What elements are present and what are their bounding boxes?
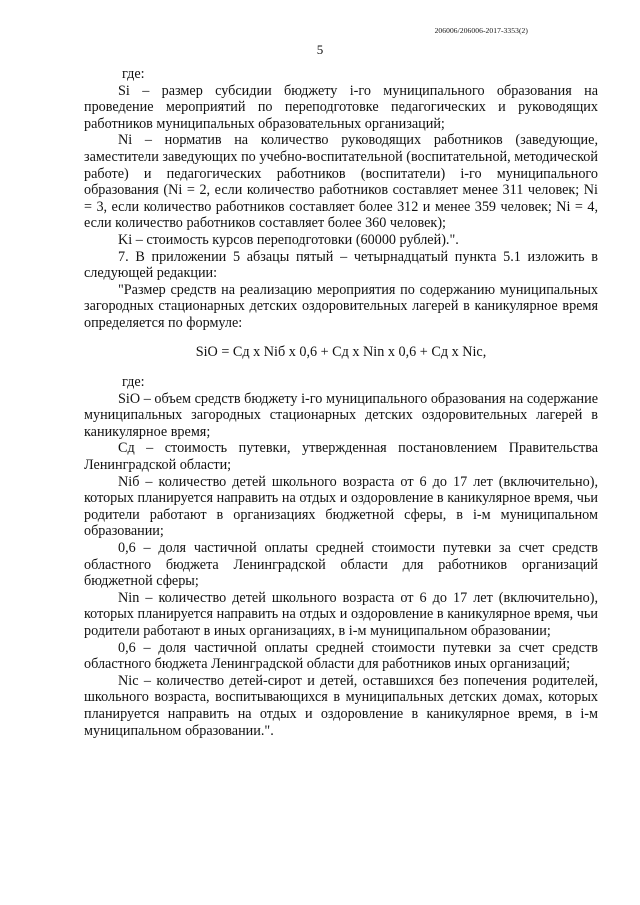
paragraph-ni-definition: Ni – норматив на количество руководящих работников (заведующие, заместители заведующих по учебно-воспитательной (воспитательной, методической работе) и педагогических работников (воспитатели) i-го муниципального образования (Ni = 2, если количество работников составляет менее 311 человек; Ni = 3, если количество работников составляет более 312 и менее 359 человек; Ni = 4, если количество работников составляет более 360 человек); [84, 132, 598, 232]
paragraph-nic-definition: Nic – количество детей-сирот и детей, оставшихся без попечения родителей, школьного возраста, воспитывающихся в муниципальных детских домах, которых планируется направить на отдых и оздоровление в каникулярное время, в i-м муниципальном образовании.". [84, 672, 598, 739]
paragraph-nin-definition: Nin – количество детей школьного возраста от 6 до 17 лет (включительно), которых планируется направить на отдых и оздоровление в каникулярное время, чьи родители работают в иных организациях, в i-м муниципальном образовании; [84, 589, 598, 639]
paragraph-camp-funding-intro: "Размер средств на реализацию мероприятия по содержанию муниципальных загородных стационарных детских оздоровительных лагерей в каникулярное время определяется по формуле: [84, 281, 598, 331]
paragraph-ki-definition: Ki – стоимость курсов переподготовки (60000 рублей).". [118, 231, 459, 248]
paragraph-where-2: где: [122, 374, 145, 391]
formula-sio: SiO = Сд х Niб х 0,6 + Сд х Nin х 0,6 + Сд х Nic, [195, 343, 487, 360]
paragraph-share-budget-sphere: 0,6 – доля частичной оплаты средней стоимости путевки за счет средств областного бюджета Ленинградской области для работников организаций бюджетной сферы; [84, 540, 598, 590]
paragraph-item-7: 7. В приложении 5 абзацы пятый – четырнадцатый пункта 5.1 изложить в следующей редакции: [84, 248, 598, 282]
document-body [84, 66, 598, 739]
paragraph-sio-definition: SiO – объем средств бюджету i-го муниципального образования на содержание муниципальных загородных стационарных детских оздоровительных лагерей в каникулярное время; [84, 390, 598, 440]
page-number: 5 [316, 42, 324, 57]
paragraph-share-other-orgs: 0,6 – доля частичной оплаты средней стоимости путевки за счет средств областного бюджета Ленинградской области для работников иных организаций; [84, 639, 598, 673]
paragraph-sd-definition: Сд – стоимость путевки, утвержденная постановлением Правительства Ленинградской области; [84, 440, 598, 474]
document-registration-code: 206006/206006-2017-3353(2) [434, 26, 528, 35]
paragraph-where-1: где: [122, 66, 145, 82]
paragraph-nib-definition: Niб – количество детей школьного возраста от 6 до 17 лет (включительно), которых планируется направить на отдых и оздоровление в каникулярное время, чьи родители работают в организациях бюджетной сферы, в i-м муниципальном образовании; [84, 473, 598, 540]
paragraph-si-definition: Si – размер субсидии бюджету i-го муниципального образования на проведение мероприятий по переподготовке педагогических и руководящих работников муниципальных образовательных организаций; [84, 82, 598, 132]
